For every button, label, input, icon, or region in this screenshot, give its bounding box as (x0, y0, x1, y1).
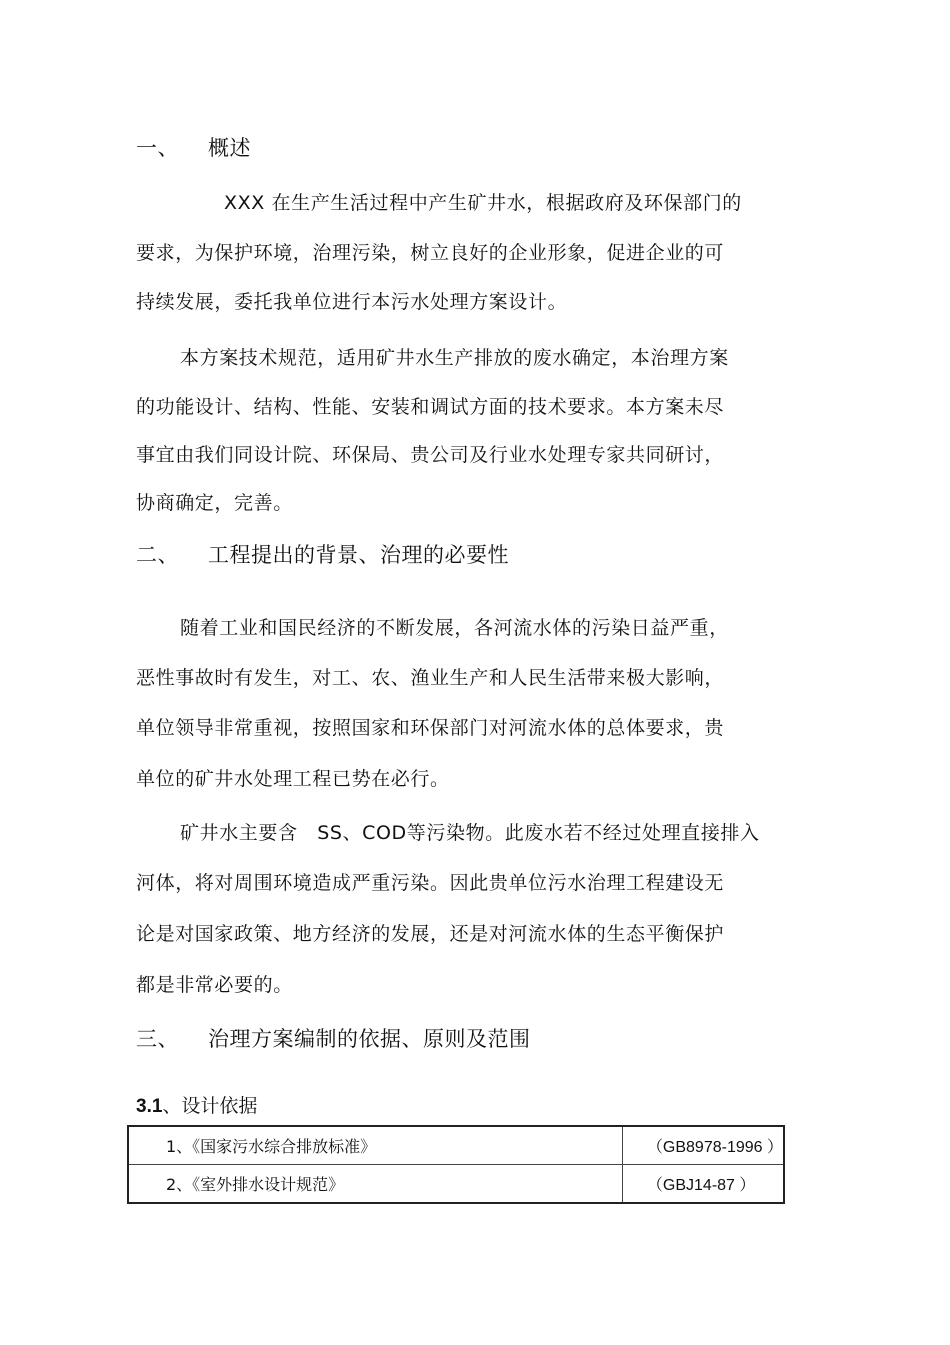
section-number: 三、 (136, 1027, 179, 1051)
paragraph-line: 矿井水主要含 SS、COD等污染物。此废水若不经过处理直接排入 (180, 822, 760, 844)
paragraph-line: 本方案技术规范，适用矿井水生产排放的废水确定，本治理方案 (180, 347, 729, 369)
paragraph-line: 恶性事故时有发生，对工、农、渔业生产和人民生活带来极大影响， (136, 667, 725, 689)
subsection-title: 、设计依据 (162, 1095, 258, 1117)
section-title: 概述 (208, 136, 251, 160)
paragraph-line: 单位领导非常重视，按照国家和环保部门对河流水体的总体要求，贵 (136, 717, 725, 739)
paragraph-line: 随着工业和国民经济的不断发展，各河流水体的污染日益严重， (180, 617, 729, 639)
paragraph-line: 持续发展，委托我单位进行本污水处理方案设计。 (136, 291, 568, 313)
standard-code-cell: （GBJ14-87 ） (622, 1165, 784, 1204)
table-row (128, 1126, 784, 1165)
paragraph-line: 单位的矿井水处理工程已势在必行。 (136, 768, 450, 790)
section-number: 一、 (136, 136, 179, 160)
paragraph-line: 河体，将对周围环境造成严重污染。因此贵单位污水治理工程建设无 (136, 872, 725, 894)
paragraph-line: 的功能设计、结构、性能、安装和调试方面的技术要求。本方案未尽 (136, 396, 725, 418)
subsection-number: 3.1 (136, 1096, 163, 1117)
section-title: 工程提出的背景、治理的必要性 (208, 543, 509, 567)
section-heading-basis (136, 1025, 531, 1053)
paragraph-line: 事宜由我们同设计院、环保局、贵公司及行业水处理专家共同研讨， (136, 444, 725, 466)
paragraph-line: XXX 在生产生活过程中产生矿井水，根据政府及环保部门的 (224, 192, 742, 214)
paragraph-line: 论是对国家政策、地方经济的发展，还是对河流水体的生态平衡保护 (136, 923, 725, 945)
standard-name-cell: 2、《室外排水设计规范》 (128, 1165, 622, 1204)
subsection-heading (136, 1093, 257, 1120)
paragraph-line: 要求，为保护环境，治理污染，树立良好的企业形象，促进企业的可 (136, 242, 725, 264)
standard-name-cell: 1、《国家污水综合排放标准》 (128, 1126, 622, 1165)
section-number: 二、 (136, 543, 179, 567)
paragraph-line: 都是非常必要的。 (136, 974, 293, 996)
section-title: 治理方案编制的依据、原则及范围 (208, 1027, 531, 1051)
design-basis-table (127, 1125, 785, 1204)
section-heading-overview (136, 134, 251, 162)
table-row (128, 1165, 784, 1204)
section-heading-background (136, 541, 509, 569)
paragraph-line: 协商确定，完善。 (136, 492, 293, 514)
standard-code-cell: （GB8978-1996 ） (622, 1126, 784, 1165)
